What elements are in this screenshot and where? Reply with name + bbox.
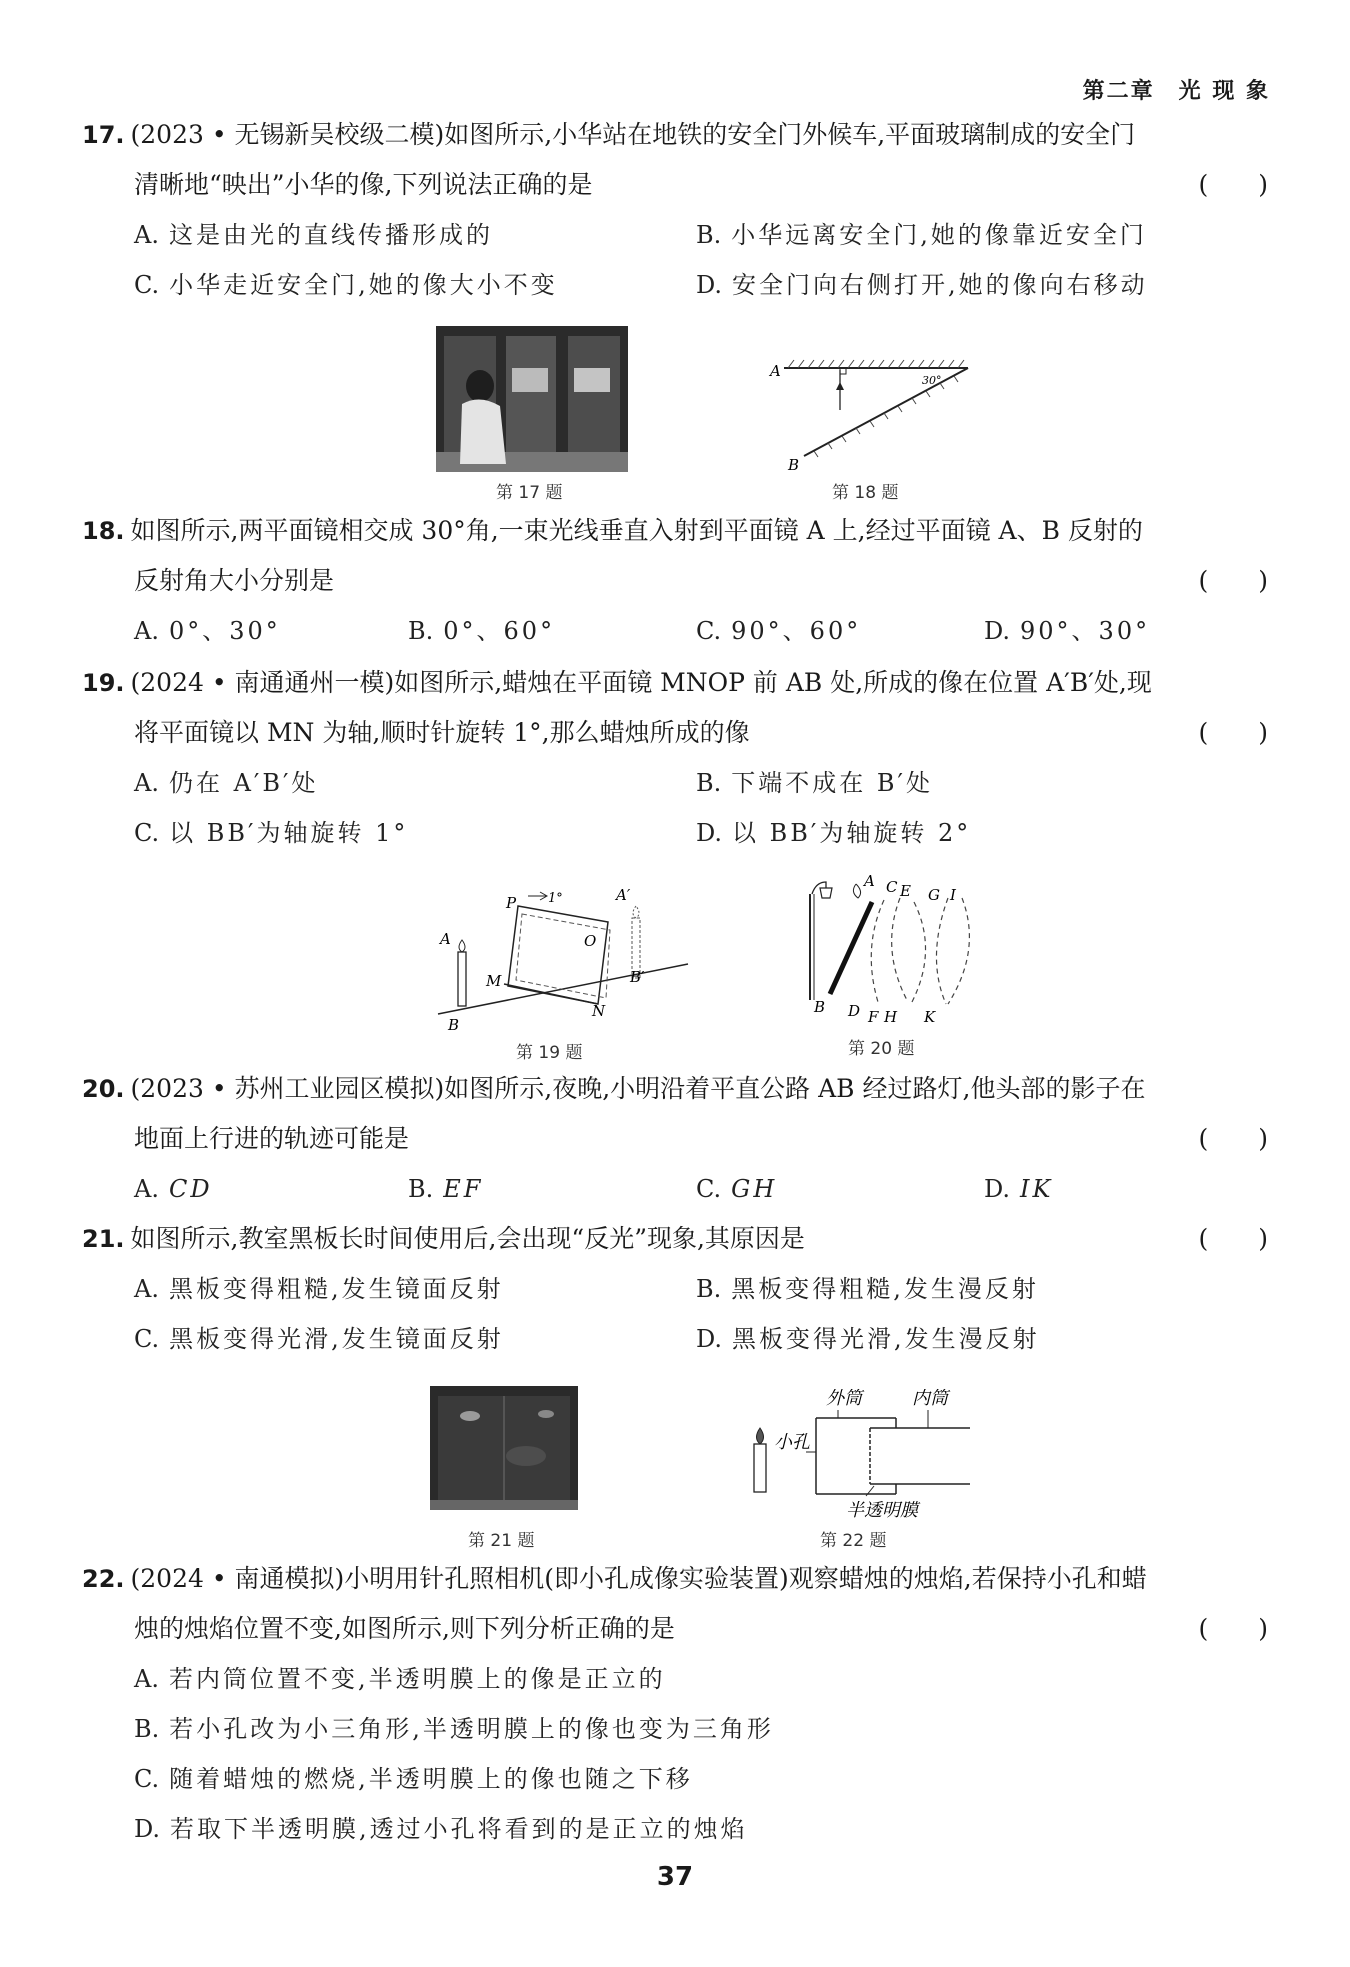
question-17-line2: 清晰地“映出”小华的像,下列说法正确的是 (134, 170, 593, 199)
q22-option-d[interactable]: D. 若取下半透明膜,透过小孔将看到的是正立的烛焰 (134, 1815, 748, 1843)
question-19-text1: (2024 • 南通通州一模)如图所示,蜡烛在平面镜 MNOP 前 AB 处,所成的像在位置 A′B′处,现 (130, 668, 1152, 697)
fig20-label-a: A (864, 872, 875, 890)
fig19-label-p: P (506, 894, 517, 912)
fig20-label-c: C (886, 878, 898, 896)
question-17-line1 (82, 118, 1270, 152)
question-19-number: 19. (82, 669, 125, 697)
fig19-label-m: M (486, 972, 502, 990)
figure-19-caption: 第 19 题 (516, 1043, 583, 1063)
question-18-line2: 反射角大小分别是 (134, 566, 335, 595)
q17-option-c[interactable]: C. 小华走近安全门,她的像大小不变 (134, 271, 558, 299)
q19-option-d[interactable]: D. 以 BB′为轴旋转 2° (696, 819, 972, 847)
question-20-answer-paren: ( ) (1198, 1124, 1268, 1153)
fig20-label-e: E (900, 882, 911, 900)
figure-21-photo (430, 1386, 578, 1510)
fig22-hole-label: 小孔 (774, 1432, 810, 1453)
q20-option-d[interactable]: D. IK (984, 1175, 1054, 1203)
q18-option-a[interactable]: A. 0°、30° (134, 617, 281, 645)
fig22-outer-label: 外筒 (826, 1388, 862, 1409)
question-18-text1: 如图所示,两平面镜相交成 30°角,一束光线垂直入射到平面镜 A 上,经过平面镜 A、B 反射的 (130, 516, 1143, 545)
question-17-number: 17. (82, 121, 125, 149)
fig19-label-b: B (448, 1016, 460, 1034)
question-19-line1 (82, 666, 1270, 700)
question-18-number: 18. (82, 517, 125, 545)
q19-option-c[interactable]: C. 以 BB′为轴旋转 1° (134, 819, 409, 847)
question-20-line1 (82, 1072, 1270, 1106)
q17-option-b[interactable]: B. 小华远离安全门,她的像靠近安全门 (696, 221, 1147, 249)
q18-option-d[interactable]: D. 90°、30° (984, 617, 1151, 645)
fig18-angle-label: 30° (922, 374, 942, 387)
q21-option-a[interactable]: A. 黑板变得粗糙,发生镜面反射 (134, 1275, 504, 1303)
figure-20-caption: 第 20 题 (848, 1039, 915, 1059)
question-22-line2: 烛的烛焰位置不变,如图所示,则下列分析正确的是 (134, 1614, 675, 1643)
fig20-label-h: H (884, 1008, 898, 1026)
q20-option-b[interactable]: B. EF (408, 1175, 484, 1203)
q20-option-c[interactable]: C. GH (696, 1175, 778, 1203)
question-17-text1: (2023 • 无锡新吴校级二模)如图所示,小华站在地铁的安全门外候车,平面玻璃制成的安全门 (130, 120, 1136, 149)
q21-option-c[interactable]: C. 黑板变得光滑,发生镜面反射 (134, 1325, 504, 1353)
figure-20-diagram (800, 870, 990, 1034)
question-20-text1: (2023 • 苏州工业园区模拟)如图所示,夜晚,小明沿着平直公路 AB 经过路灯,他头部的影子在 (130, 1074, 1146, 1103)
q22-option-c[interactable]: C. 随着蜡烛的燃烧,半透明膜上的像也随之下移 (134, 1765, 693, 1793)
figure-17-caption: 第 17 题 (496, 483, 563, 503)
q19-option-a[interactable]: A. 仍在 A′B′处 (134, 769, 319, 797)
q19-option-b[interactable]: B. 下端不成在 B′处 (696, 769, 933, 797)
figure-22-caption: 第 22 题 (820, 1531, 887, 1551)
fig20-label-b: B (814, 998, 826, 1016)
fig18-label-a: A (770, 362, 781, 380)
q21-option-b[interactable]: B. 黑板变得粗糙,发生漫反射 (696, 1275, 1039, 1303)
question-22-answer-paren: ( ) (1198, 1614, 1268, 1643)
fig18-label-b: B (788, 456, 800, 474)
q22-option-a[interactable]: A. 若内筒位置不变,半透明膜上的像是正立的 (134, 1665, 666, 1693)
q20-option-a[interactable]: A. CD (134, 1175, 213, 1203)
q21-option-d[interactable]: D. 黑板变得光滑,发生漫反射 (696, 1325, 1040, 1353)
question-22-line1 (82, 1562, 1270, 1596)
page-number: 37 (656, 1862, 694, 1892)
question-21-number: 21. (82, 1225, 125, 1253)
question-17-answer-paren: ( ) (1198, 170, 1268, 199)
question-22-text1: (2024 • 南通模拟)小明用针孔照相机(即小孔成像实验装置)观察蜡烛的烛焰,若保持小孔和蜡 (130, 1564, 1147, 1593)
question-22-number: 22. (82, 1565, 125, 1593)
fig20-label-f: F (868, 1008, 879, 1026)
fig20-label-i: I (950, 886, 956, 904)
figure-19-diagram (434, 880, 694, 1036)
question-18-answer-paren: ( ) (1198, 566, 1268, 595)
q18-option-c[interactable]: C. 90°、60° (696, 617, 862, 645)
fig20-label-k: K (924, 1008, 936, 1026)
fig19-label-b-prime: B′ (630, 968, 645, 986)
chapter-header: 第二章 光 现 象 (1082, 79, 1270, 104)
question-20-number: 20. (82, 1075, 125, 1103)
fig19-label-o: O (584, 932, 597, 950)
figure-21-caption: 第 21 题 (468, 1531, 535, 1551)
q17-option-a[interactable]: A. 这是由光的直线传播形成的 (134, 221, 493, 249)
figure-18-caption: 第 18 题 (832, 483, 899, 503)
fig20-label-g: G (928, 886, 940, 904)
q18-option-b[interactable]: B. 0°、60° (408, 617, 556, 645)
question-21-text1: 如图所示,教室黑板长时间使用后,会出现“反光”现象,其原因是 (130, 1224, 805, 1253)
q22-option-b[interactable]: B. 若小孔改为小三角形,半透明膜上的像也变为三角形 (134, 1715, 774, 1743)
fig22-film-label: 半透明膜 (846, 1500, 918, 1521)
fig19-label-a: A (440, 930, 451, 948)
figure-22-diagram (740, 1376, 980, 1526)
fig20-label-d: D (848, 1002, 861, 1020)
question-19-answer-paren: ( ) (1198, 718, 1268, 747)
question-18-line1 (82, 514, 1270, 548)
question-21-line1 (82, 1222, 1270, 1256)
question-21-answer-paren: ( ) (1198, 1224, 1268, 1253)
figure-17-photo (436, 326, 628, 472)
fig19-angle: 1° (548, 891, 563, 906)
fig19-label-a-prime: A′ (616, 886, 631, 904)
q17-option-d[interactable]: D. 安全门向右侧打开,她的像向右移动 (696, 271, 1148, 299)
question-19-line2: 将平面镜以 MN 为轴,顺时针旋转 1°,那么蜡烛所成的像 (134, 718, 750, 747)
fig22-inner-label: 内筒 (912, 1388, 948, 1409)
figure-18-diagram (764, 352, 976, 476)
fig19-label-n: N (592, 1002, 606, 1020)
question-20-line2: 地面上行进的轨迹可能是 (134, 1124, 410, 1153)
